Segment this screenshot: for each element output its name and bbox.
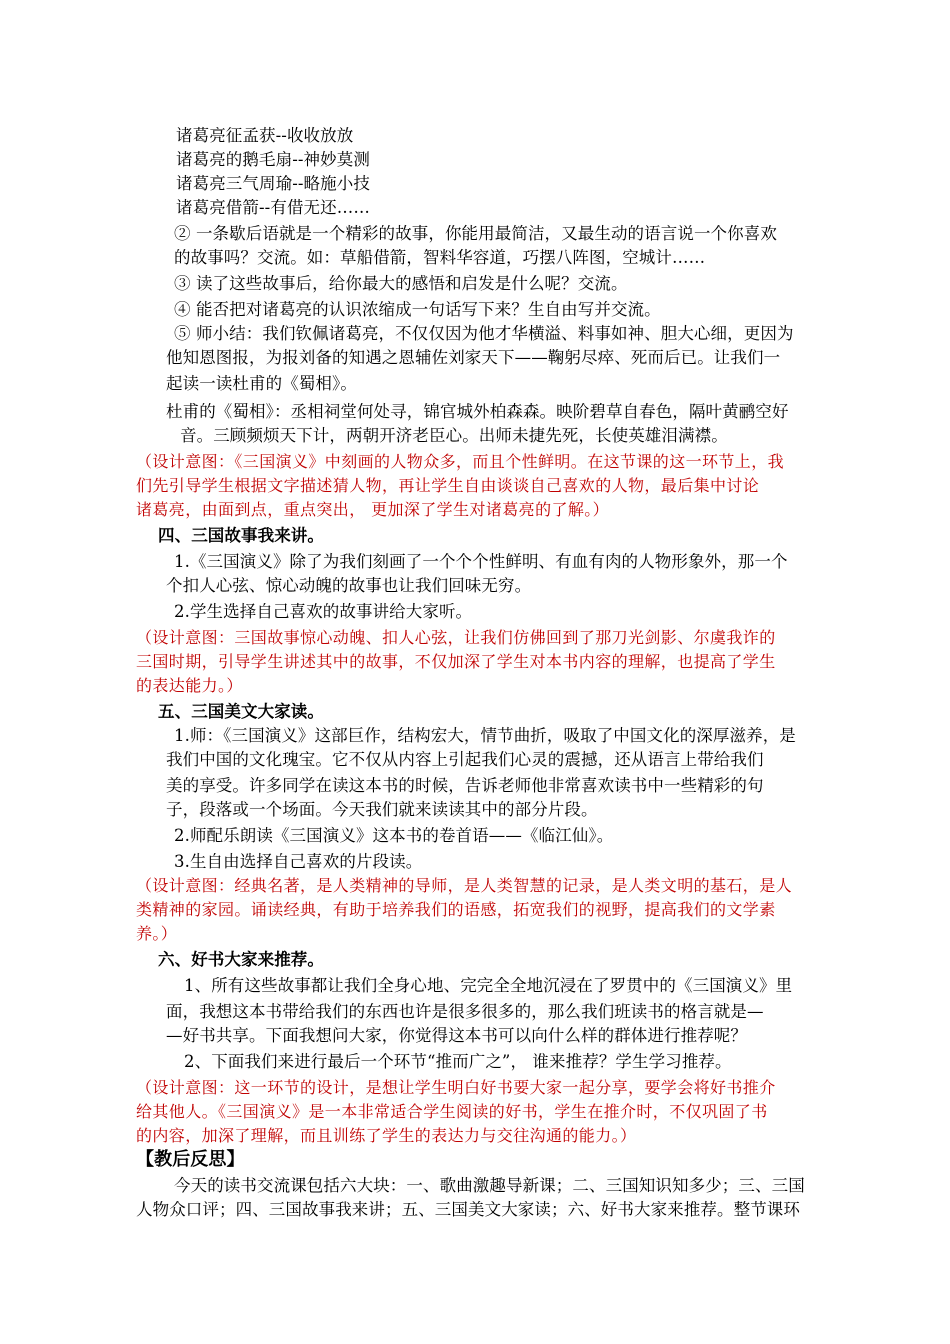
reflection-heading: 【教后反思】 bbox=[136, 1149, 245, 1170]
design-note-line: （设计意图：这一环节的设计，是想让学生明白好书要大家一起分享，要学会将好书推介 bbox=[136, 1078, 776, 1097]
text-line: 子，段落或一个场面。今天我们就来读读其中的部分片段。 bbox=[166, 800, 598, 819]
text-line: 音。三顾频烦天下计，两朝开济老臣心。出师未捷先死，长使英雄泪满襟。 bbox=[180, 426, 728, 445]
text-line: 1.师：《三国演义》这部巨作，结构宏大，情节曲折，吸取了中国文化的深厚滋养，是 bbox=[174, 726, 796, 745]
text-line: 他知恩图报，为报刘备的知遇之恩辅佐刘家天下——鞠躬尽瘁、死而后已。让我们一 bbox=[166, 348, 781, 367]
text-line: 2.师配乐朗读《三国演义》这本书的卷首语——《临江仙》。 bbox=[174, 826, 614, 845]
text-line: 面，我想这本书带给我们的东西也许是很多很多的，那么我们班读书的格言就是— bbox=[166, 1002, 764, 1021]
text-line: 诸葛亮借箭--有借无还…… bbox=[176, 198, 370, 217]
text-line: 2、下面我们来进行最后一个环节“推而广之”， 谁来推荐？学生学习推荐。 bbox=[184, 1052, 732, 1071]
text-line: 诸葛亮三气周瑜--略施小技 bbox=[176, 174, 370, 193]
design-note-line: （设计意图：经典名著，是人类精神的导师，是人类智慧的记录，是人类文明的基石，是人 bbox=[136, 876, 793, 895]
design-note-line: （设计意图：三国故事惊心动魄、扣人心弦，让我们仿佛回到了那刀光剑影、尔虞我诈的 bbox=[136, 628, 776, 647]
text-line: 诸葛亮征孟获--收收放放 bbox=[176, 126, 354, 145]
text-line: —好书共享。下面我想问大家，你觉得这本书可以向什么样的群体进行推荐呢？ bbox=[166, 1026, 747, 1045]
text-line: 人物众口评；四、三国故事我来讲；五、三国美文大家读；六、好书大家来推荐。整节课环 bbox=[136, 1200, 800, 1219]
design-note-line: 的内容，加深了理解，而且训练了学生的表达力与交往沟通的能力。） bbox=[136, 1126, 637, 1145]
text-line: ⑤ 师小结：我们钦佩诸葛亮，不仅仅因为他才华横溢、料事如神、胆大心细，更因为 bbox=[174, 324, 794, 343]
design-note-line: 们先引导学生根据文字描述猜人物，再让学生自由谈谈自己喜欢的人物，最后集中讨论 bbox=[136, 476, 760, 495]
design-note-line: 诸葛亮，由面到点，重点突出， 更加深了学生对诸葛亮的了解。） bbox=[136, 500, 610, 519]
design-note-line: 三国时期，引导学生讲述其中的故事，不仅加深了学生对本书内容的理解，也提高了学生 bbox=[136, 652, 776, 671]
text-line: 今天的读书交流课包括六大块：一、歌曲激趣导新课；二、三国知识知多少；三、三国 bbox=[174, 1176, 805, 1195]
text-line: 杜甫的《蜀相》：丞相祠堂何处寻，锦官城外柏森森。映阶碧草自春色，隔叶黄鹂空好 bbox=[166, 402, 789, 421]
text-line: 1.《三国演义》除了为我们刻画了一个个个性鲜明、有血有肉的人物形象外，那一个 bbox=[174, 552, 788, 571]
text-line: ③ 读了这些故事后，给你最大的感悟和启发是什么呢？交流。 bbox=[174, 274, 628, 293]
text-line: 2.学生选择自己喜欢的故事讲给大家听。 bbox=[174, 602, 473, 621]
design-note-line: 给其他人。《三国演义》是一本非常适合学生阅读的好书，学生在推介时，不仅巩固了书 bbox=[136, 1102, 768, 1121]
text-line: 诸葛亮的鹅毛扇--神妙莫测 bbox=[176, 150, 370, 169]
section-heading: 六、好书大家来推荐。 bbox=[158, 950, 324, 969]
text-line: 3.生自由选择自己喜欢的片段读。 bbox=[174, 852, 423, 871]
text-line: ④ 能否把对诸葛亮的认识浓缩成一句话写下来？生自由写并交流。 bbox=[174, 300, 661, 319]
text-line: 1、所有这些故事都让我们全身心地、完完全全地沉浸在了罗贯中的《三国演义》里 bbox=[184, 976, 793, 995]
text-line: 起读一读杜甫的《蜀相》。 bbox=[166, 374, 357, 393]
text-line: ② 一条歇后语就是一个精彩的故事，你能用最简洁，又最生动的语言说一个你喜欢 bbox=[174, 224, 777, 243]
design-note-line: 养。） bbox=[136, 924, 178, 943]
section-heading: 五、三国美文大家读。 bbox=[158, 702, 324, 721]
text-line: 的故事吗？交流。如：草船借箭，智料华容道，巧摆八阵图，空城计…… bbox=[174, 248, 706, 267]
design-note-line: （设计意图：《三国演义》中刻画的人物众多，而且个性鲜明。在这节课的这一环节上，我 bbox=[136, 452, 785, 471]
text-line: 美的享受。许多同学在读这本书的时候，告诉老师他非常喜欢读书中一些精彩的句 bbox=[166, 776, 764, 795]
section-heading: 四、三国故事我来讲。 bbox=[158, 526, 324, 545]
design-note-line: 类精神的家园。诵读经典，有助于培养我们的语感，拓宽我们的视野，提高我们的文学素 bbox=[136, 900, 776, 919]
design-note-line: 的表达能力。） bbox=[136, 676, 243, 695]
text-line: 个扣人心弦、惊心动魄的故事也让我们回味无穷。 bbox=[166, 576, 532, 595]
text-line: 我们中国的文化瑰宝。它不仅从内容上引起我们心灵的震撼，还从语言上带给我们 bbox=[166, 750, 764, 769]
